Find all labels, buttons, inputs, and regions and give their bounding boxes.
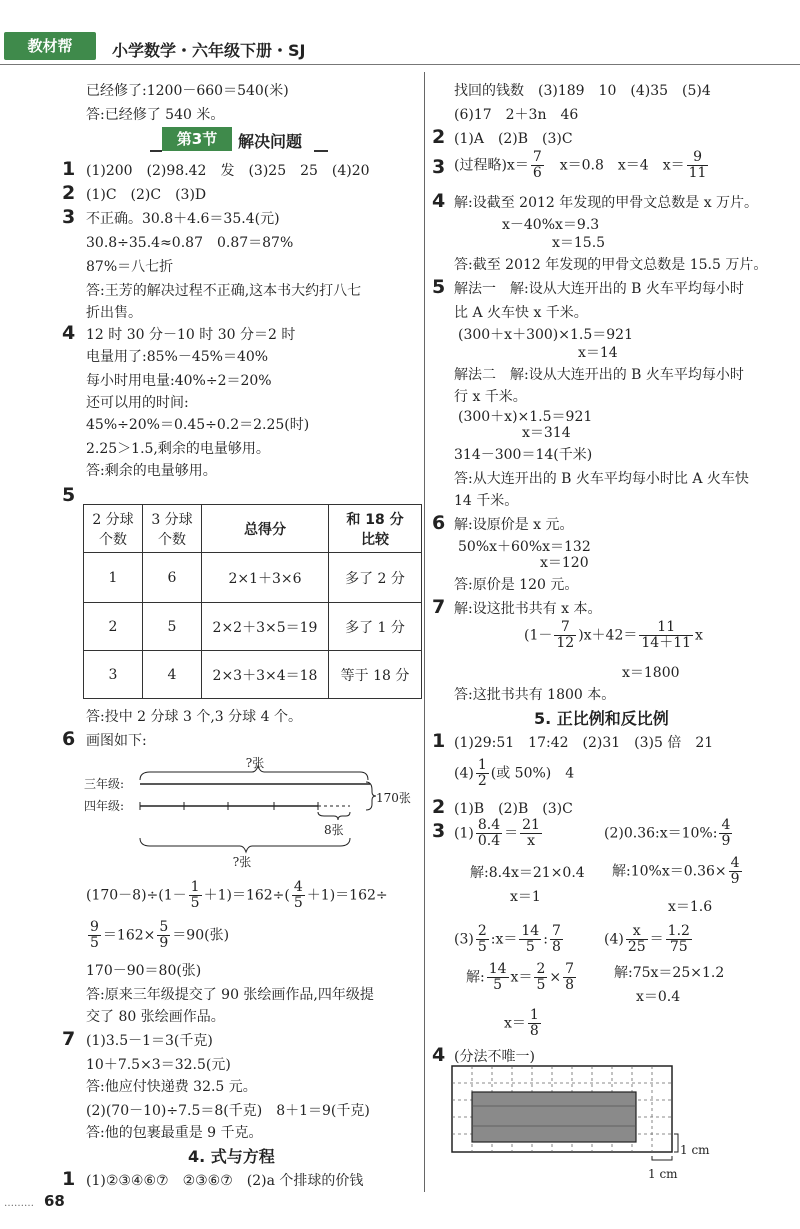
answer-line: (1)A (2)B (3)C <box>454 131 573 147</box>
answer-line: 解:设截至 2012 年发现的甲骨文总数是 x 万片。 <box>454 195 759 211</box>
equation-line: x＝0.4 <box>636 989 681 1005</box>
section-rule-right <box>314 150 328 152</box>
segment-diagram <box>80 752 420 872</box>
table-cell: 多了 2 分 <box>329 553 422 603</box>
table-row <box>84 553 422 603</box>
question-number: 4 <box>432 190 446 212</box>
equation-line: x＝ $\frac{1}{8}$ <box>504 1007 539 1039</box>
book-title: 小学数学・六年级下册・SJ <box>112 41 306 60</box>
question-number: 5 <box>432 276 446 298</box>
answer-line: 答:他的包裹最重是 9 千克。 <box>86 1125 263 1141</box>
question-number: 1 <box>62 1168 76 1190</box>
diagram-right-label: 170张 <box>376 791 411 805</box>
answer-line: 交了 80 张绘画作品。 <box>86 1009 225 1025</box>
answer-line: 2.25＞1.5,剩余的电量够用。 <box>86 441 270 457</box>
table-cell: 2×3＋3×4＝18 <box>202 651 329 699</box>
scale-label-right: 1 cm <box>680 1143 710 1157</box>
question-number: 4 <box>62 322 76 344</box>
answer-line: (2)(70－10)÷7.5＝8(千克) 8＋1＝9(千克) <box>86 1103 370 1119</box>
equation-line: (2)0.36:x＝10%: $\frac{4}{9}$ <box>604 817 731 849</box>
answer-line: 答:投中 2 分球 3 个,3 分球 4 个。 <box>86 709 302 725</box>
row-label-grade4: 四年级: <box>84 799 125 813</box>
answer-line: 答:王芳的解决过程不正确,这本书大约打八七 <box>86 283 362 299</box>
answer-line: 答:他应付快递费 32.5 元。 <box>86 1079 257 1095</box>
table-header: 2 分球 个数 <box>84 505 143 553</box>
section-title: 5. 正比例和反比例 <box>534 709 669 728</box>
scale-label-bottom: 1 cm <box>648 1167 678 1181</box>
section-title: 4. 式与方程 <box>188 1147 275 1166</box>
answer-line: 解法一 解:设从大连开出的 B 火车平均每小时 <box>454 281 744 297</box>
answer-line: (1)3.5－1＝3(千克) <box>86 1033 213 1049</box>
table-header: 和 18 分 比较 <box>329 505 422 553</box>
diagram-small-label: 8张 <box>324 823 344 837</box>
small-brace <box>318 812 350 820</box>
answer-line: 还可以用的时间: <box>86 395 189 411</box>
answer-line: 答:截至 2012 年发现的甲骨文总数是 15.5 万片。 <box>454 257 768 273</box>
section-title: 解决问题 <box>238 132 303 151</box>
question-number: 3 <box>432 820 446 842</box>
question-number: 1 <box>62 158 76 180</box>
bottom-brace <box>140 838 350 852</box>
equation-line: 解: $\frac{14}{5}$ x＝ $\frac{2}{5}$ × $\frac{7}{8}$ <box>466 961 575 993</box>
answer-line: 答:从大连开出的 B 火车平均每小时比 A 火车快 <box>454 471 749 487</box>
header-rule <box>0 64 800 65</box>
equation-line: $\frac{9}{5}$ ＝162× $\frac{5}{9}$ ＝90(张) <box>90 919 230 951</box>
table-cell: 2×2＋3×5＝19 <box>202 603 329 651</box>
table-cell: 1 <box>84 553 143 603</box>
equation-line: (过程略)x＝ $\frac{7}{6}$ x＝0.8 x＝4 x＝ $\frac{9}{11}$ <box>454 149 707 181</box>
answer-line: (1)29:51 17:42 (2)31 (3)5 倍 21 <box>454 735 714 751</box>
section-rule-left <box>150 150 162 152</box>
table-row <box>84 603 422 651</box>
equation-line: x＝1 <box>510 889 541 905</box>
table-cell: 等于 18 分 <box>329 651 422 699</box>
table-header: 总得分 <box>202 505 329 553</box>
table-cell: 4 <box>143 651 202 699</box>
equation-line: 解:8.4x＝21×0.4 <box>470 865 585 881</box>
question-number: 2 <box>432 796 446 818</box>
table-row <box>84 651 422 699</box>
table-cell: 6 <box>143 553 202 603</box>
question-number: 6 <box>432 512 446 534</box>
answer-line: 答:原来三年级提交了 90 张绘画作品,四年级提 <box>86 987 374 1003</box>
table-cell: 3 <box>84 651 143 699</box>
question-number: 3 <box>432 156 446 178</box>
question-number: 7 <box>62 1028 76 1050</box>
answer-line: 170－90＝80(张) <box>86 963 202 979</box>
page-dots: ……… <box>4 1198 34 1209</box>
table-cell: 2 <box>84 603 143 651</box>
answer-line: (分法不唯一) <box>454 1049 535 1065</box>
table-cell: 5 <box>143 603 202 651</box>
question-number: 5 <box>62 484 76 506</box>
scale-bracket-right <box>674 1134 678 1152</box>
equation-line: (3) $\frac{2}{5}$ :x＝ $\frac{14}{5}$ : $\frac{7}{8}$ <box>454 923 561 955</box>
answer-line: 找回的钱数 (3)189 10 (4)35 (5)4 <box>454 83 711 99</box>
equation-line: x＝15.5 <box>552 235 606 251</box>
section-badge: 第3节 <box>162 127 232 151</box>
answer-line: 行 x 千米。 <box>454 389 527 405</box>
answer-line: (1)B (2)B (3)C <box>454 801 573 817</box>
equation-line: x＝120 <box>540 555 589 571</box>
equation-line: 解:10%x＝0.36× $\frac{4}{9}$ <box>612 855 740 887</box>
answer-line: 10＋7.5×3＝32.5(元) <box>86 1057 231 1073</box>
line: 已经修了:1200－660＝540(米) <box>86 83 289 99</box>
row-label-grade3: 三年级: <box>84 777 125 791</box>
brand-badge: 教材帮 <box>4 32 96 60</box>
answer-line: 不正确。30.8＋4.6＝35.4(元) <box>86 211 280 227</box>
question-number: 1 <box>432 730 446 752</box>
equation-line: 50%x＋60%x＝132 <box>458 539 591 555</box>
question-number: 7 <box>432 596 446 618</box>
equation-line: 解:75x＝25×1.2 <box>614 965 725 981</box>
diagram-bottom-label: ?张 <box>232 855 252 869</box>
table-cell: 多了 1 分 <box>329 603 422 651</box>
equation-line: x＝14 <box>578 345 618 361</box>
answer-line: 87%＝八七折 <box>86 259 174 275</box>
answer-line: 电量用了:85%－45%＝40% <box>86 349 269 365</box>
line: 答:已经修了 540 米。 <box>86 107 225 123</box>
answer-line: (1)200 (2)98.42 发 (3)25 25 (4)20 <box>86 163 370 179</box>
answer-line: 解:设这批书共有 x 本。 <box>454 601 602 617</box>
answer-line: 14 千米。 <box>454 493 519 509</box>
question-number: 4 <box>432 1044 446 1066</box>
answer-line: 314－300＝14(千米) <box>454 447 593 463</box>
equation-line: (4) $\frac{1}{2}$ (或 50%) 4 <box>454 757 575 789</box>
column-divider <box>424 72 425 1192</box>
equation-line: (300＋x)×1.5＝921 <box>458 409 593 425</box>
equation-line: x＝314 <box>522 425 571 441</box>
page-number: 68 <box>44 1192 65 1210</box>
equation-line: x＝1.6 <box>668 899 713 915</box>
equation-line: (1－ $\frac{7}{12}$ )x＋42＝ $\frac{11}{14+11}$ x <box>524 619 703 651</box>
scale-bracket-bottom <box>652 1156 672 1160</box>
equation-line: x－40%x＝9.3 <box>502 217 600 233</box>
grid-diagram <box>450 1064 750 1184</box>
answer-line: (1)C (2)C (3)D <box>86 187 207 203</box>
answer-line: 画图如下: <box>86 733 147 749</box>
answer-line: 12 时 30 分－10 时 30 分＝2 时 <box>86 327 296 343</box>
table-header-row <box>84 505 422 553</box>
answer-line: 30.8÷35.4≈0.87 0.87＝87% <box>86 235 294 251</box>
equation-line: x＝1800 <box>622 665 680 681</box>
equation-line: (1) $\frac{8.4}{0.4}$ ＝ $\frac{21}{x}$ <box>454 817 540 849</box>
equation-line: (170－8)÷(1－ $\frac{1}{5}$ ＋1)＝162÷( $\frac{4}{5}$ ＋1)＝162÷ <box>86 879 388 911</box>
right-brace <box>366 782 376 810</box>
table-header: 3 分球 个数 <box>143 505 202 553</box>
shaded-rectangle <box>472 1092 636 1142</box>
answer-line: 答:这批书共有 1800 本。 <box>454 687 616 703</box>
answer-line: (6)17 2＋3n 46 <box>454 107 579 123</box>
question-number: 3 <box>62 206 76 228</box>
answer-line: 45%÷20%＝0.45÷0.2＝2.25(时) <box>86 417 310 433</box>
answer-line: (1)②③④⑥⑦ ②③⑥⑦ (2)a 个排球的价钱 <box>86 1173 364 1189</box>
question-number: 2 <box>62 182 76 204</box>
answer-line: 解法二 解:设从大连开出的 B 火车平均每小时 <box>454 367 744 383</box>
question-number: 6 <box>62 728 76 750</box>
table-cell: 2×1＋3×6 <box>202 553 329 603</box>
answer-line: 答:原价是 120 元。 <box>454 577 579 593</box>
answer-line: 解:设原价是 x 元。 <box>454 517 574 533</box>
equation-line: (4) $\frac{x}{25}$ ＝ $\frac{1.2}{75}$ <box>604 923 690 955</box>
score-table <box>83 504 422 699</box>
answer-line: 折出售。 <box>86 305 142 321</box>
diagram-top-label: ?张 <box>245 756 265 770</box>
answer-line: 每小时用电量:40%÷2＝20% <box>86 373 272 389</box>
question-number: 2 <box>432 126 446 148</box>
equation-line: (300＋x＋300)×1.5＝921 <box>458 327 633 343</box>
answer-line: 答:剩余的电量够用。 <box>86 463 217 479</box>
answer-line: 比 A 火车快 x 千米。 <box>454 305 588 321</box>
